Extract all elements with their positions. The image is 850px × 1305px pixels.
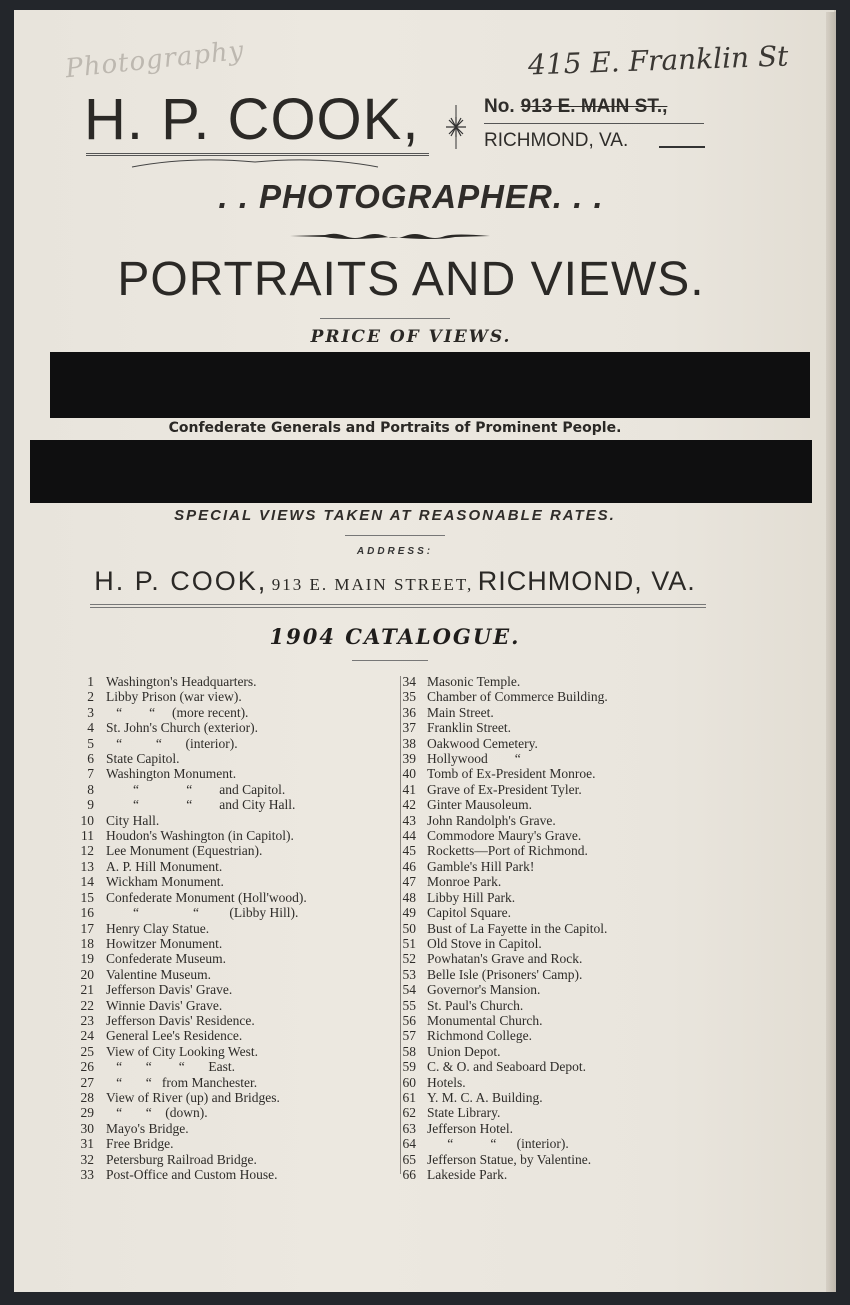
- footer-address-street: 913 E. MAIN STREET,: [271, 575, 474, 594]
- catalogue-item-title: General Lee's Residence.: [106, 1028, 243, 1044]
- catalogue-item-number: 13: [80, 858, 94, 874]
- catalogue-item-number: 25: [80, 1043, 94, 1059]
- catalogue-item-number: 12: [80, 843, 94, 859]
- catalogue-item-title: Valentine Museum.: [106, 966, 211, 982]
- catalogue-item-title: Commodore Maury's Grave.: [427, 828, 582, 844]
- catalogue-item-number: 53: [402, 966, 416, 982]
- catalogue-item-title: State Capitol.: [106, 751, 180, 767]
- catalogue-item: [402, 766, 702, 781]
- catalogue-item-number: 51: [402, 935, 416, 951]
- catalogue-item-title: St. Paul's Church.: [427, 997, 524, 1013]
- catalogue-item-title: Free Bridge.: [106, 1136, 174, 1152]
- catalogue-item-title: Henry Clay Statue.: [106, 920, 210, 936]
- brand-name: H. P. COOK,: [84, 87, 420, 152]
- catalogue-item-number: 35: [402, 689, 416, 705]
- catalogue-item-number: 50: [402, 920, 416, 936]
- catalogue-item-number: 48: [402, 889, 416, 905]
- catalogue-item: [76, 813, 396, 828]
- catalogue-item: [76, 951, 396, 966]
- catalogue-item-number: 36: [402, 704, 416, 720]
- catalogue-left-column: [76, 674, 396, 1182]
- catalogue-item: [76, 782, 396, 797]
- catalogue-item-title: Hotels.: [427, 1074, 466, 1090]
- catalogue-item-title: Main Street.: [427, 704, 494, 720]
- catalogue-item: [402, 689, 702, 704]
- catalogue-item-title: Houdon's Washington (in Capitol).: [106, 828, 294, 844]
- catalogue-item: [76, 1152, 396, 1167]
- catalogue-item-title: Governor's Mansion.: [427, 982, 541, 998]
- catalogue-item: [76, 967, 396, 982]
- catalogue-item-number: 10: [80, 812, 94, 828]
- catalogue-item: [76, 843, 396, 858]
- catalogue-item-title: Jefferson Davis' Grave.: [106, 982, 233, 998]
- catalogue-item-number: 57: [402, 1028, 416, 1044]
- catalogue-item: [76, 1028, 396, 1043]
- catalogue-item-title: Grave of Ex-President Tyler.: [427, 781, 582, 797]
- catalogue-item: [402, 1136, 702, 1151]
- catalogue-item-number: 6: [87, 751, 94, 767]
- catalogue-item: [76, 874, 396, 889]
- catalogue-item: [76, 1121, 396, 1136]
- header-address-line1: [484, 96, 667, 118]
- catalogue-item-title: “ “ and City Hall.: [106, 797, 296, 813]
- price-top-rule: [320, 318, 450, 319]
- catalogue-item-number: 38: [402, 735, 416, 751]
- catalogue-item-number: 17: [80, 920, 94, 936]
- catalogue-item-number: 65: [402, 1151, 416, 1167]
- catalogue-item-title: “ “ (more recent).: [106, 704, 249, 720]
- catalogue-item: [402, 1028, 702, 1043]
- catalogue-item-title: Winnie Davis' Grave.: [106, 997, 223, 1013]
- catalogue-item: [402, 1013, 702, 1028]
- catalogue-item: [402, 936, 702, 951]
- catalogue-item: [402, 998, 702, 1013]
- catalogue-item: [402, 1075, 702, 1090]
- special-views-line: SPECIAL VIEWS TAKEN AT REASONABLE RATES.: [174, 507, 616, 524]
- catalogue-item-title: View of City Looking West.: [106, 1043, 258, 1059]
- catalogue-item-title: “ “ from Manchester.: [106, 1074, 258, 1090]
- redaction-bar-1: [50, 352, 810, 418]
- catalogue-item-number: 59: [402, 1059, 416, 1075]
- catalogue-item-number: 11: [81, 828, 94, 844]
- catalogue-item: [402, 1152, 702, 1167]
- catalogue-item-number: 26: [80, 1059, 94, 1075]
- catalogue-item-number: 15: [80, 889, 94, 905]
- catalogue-item: [76, 905, 396, 920]
- catalogue-item: [402, 813, 702, 828]
- catalogue-item-title: Jefferson Statue, by Valentine.: [427, 1151, 592, 1167]
- catalogue-item: [76, 1013, 396, 1028]
- catalogue-item-number: 40: [402, 766, 416, 782]
- catalogue-item-number: 60: [402, 1074, 416, 1090]
- catalogue-item-title: View of River (up) and Bridges.: [106, 1089, 280, 1105]
- catalogue-column-divider: [400, 676, 401, 1174]
- catalogue-item: [402, 967, 702, 982]
- address-rule: [484, 123, 704, 124]
- catalogue-item: [76, 1105, 396, 1120]
- catalogue-item-number: 21: [80, 982, 94, 998]
- brand-underline: [86, 153, 429, 156]
- catalogue-item-number: 9: [87, 797, 94, 813]
- footer-rule-2: [90, 607, 706, 608]
- catalogue-item-number: 66: [402, 1167, 416, 1182]
- catalogue-item-title: Richmond College.: [427, 1028, 532, 1044]
- catalogue-item-number: 30: [80, 1120, 94, 1136]
- page-edge: [826, 12, 836, 1292]
- catalogue-item-number: 58: [402, 1043, 416, 1059]
- catalogue-item-number: 33: [80, 1167, 94, 1182]
- catalogue-item-number: 45: [402, 843, 416, 859]
- catalogue-item-title: Lee Monument (Equestrian).: [106, 843, 263, 859]
- catalogue-item-title: Monumental Church.: [427, 1012, 543, 1028]
- catalogue-item: [76, 720, 396, 735]
- redaction-bar-2: [30, 440, 812, 503]
- catalogue-item: [402, 736, 702, 751]
- handwritten-note-left: Photography: [63, 35, 246, 85]
- catalogue-item: [76, 1167, 396, 1182]
- catalogue-item: [402, 843, 702, 858]
- catalogue-item: [402, 1044, 702, 1059]
- catalogue-item-title: Franklin Street.: [427, 720, 511, 736]
- catalogue-item-number: 43: [402, 812, 416, 828]
- catalogue-item: [402, 982, 702, 997]
- catalogue-item-number: 23: [80, 1012, 94, 1028]
- catalogue-item-number: 24: [80, 1028, 94, 1044]
- catalogue-item-number: 29: [80, 1105, 94, 1121]
- catalogue-item-title: A. P. Hill Monument.: [106, 858, 223, 874]
- catalogue-item-title: City Hall.: [106, 812, 160, 828]
- catalogue-item: [76, 1059, 396, 1074]
- catalogue-item-title: St. John's Church (exterior).: [106, 720, 259, 736]
- catalogue-item-number: 5: [87, 735, 94, 751]
- catalogue-item-title: Oakwood Cemetery.: [427, 735, 538, 751]
- catalogue-item-number: 62: [402, 1105, 416, 1121]
- special-rule: [345, 535, 445, 536]
- catalogue-item: [76, 828, 396, 843]
- catalogue-item: [76, 890, 396, 905]
- catalogue-item: [402, 797, 702, 812]
- catalogue-item-number: 1: [87, 674, 94, 689]
- catalogue-item-title: Confederate Monument (Holl'wood).: [106, 889, 307, 905]
- catalogue-item-number: 14: [80, 874, 94, 890]
- catalogue-item-title: Lakeside Park.: [427, 1167, 508, 1182]
- catalogue-item-number: 16: [80, 905, 94, 921]
- catalogue-item-title: C. & O. and Seaboard Depot.: [427, 1059, 586, 1075]
- address-dash: [659, 146, 705, 148]
- catalogue-item-title: Hollywood “: [427, 751, 521, 767]
- catalogue-item-number: 32: [80, 1151, 94, 1167]
- catalogue-item: [402, 720, 702, 735]
- catalogue-item-number: 56: [402, 1012, 416, 1028]
- catalogue-item-title: Old Stove in Capitol.: [427, 935, 542, 951]
- catalogue-item-number: 39: [402, 751, 416, 767]
- catalogue-item: [402, 951, 702, 966]
- catalogue-item-number: 31: [80, 1136, 94, 1152]
- address-struck-street: 913 E. MAIN ST.,: [520, 96, 668, 117]
- catalogue-item: [402, 1059, 702, 1074]
- confederate-line: Confederate Generals and Portraits of Prominent People.: [168, 420, 622, 436]
- catalogue-item-title: Rocketts—Port of Richmond.: [427, 843, 588, 859]
- footer-address: [0, 566, 790, 597]
- catalogue-item: [76, 936, 396, 951]
- catalogue-right-column: [402, 674, 702, 1182]
- catalogue-item-title: “ “ and Capitol.: [106, 781, 286, 797]
- catalogue-item: [76, 1044, 396, 1059]
- catalogue-item-title: Wickham Monument.: [106, 874, 224, 890]
- catalogue-item: [76, 1090, 396, 1105]
- catalogue-item-title: “ “ (interior).: [427, 1136, 569, 1152]
- catalogue-item: [402, 828, 702, 843]
- catalogue-item-number: 55: [402, 997, 416, 1013]
- catalogue-item-title: Post-Office and Custom House.: [106, 1167, 278, 1182]
- catalogue-item: [402, 705, 702, 720]
- catalogue-item: [76, 1136, 396, 1151]
- catalogue-item-number: 18: [80, 935, 94, 951]
- catalogue-item: [76, 859, 396, 874]
- catalogue-item: [76, 674, 396, 689]
- catalogue-item: [76, 766, 396, 781]
- catalogue-item-title: Bust of La Fayette in the Capitol.: [427, 920, 608, 936]
- catalogue-item-title: “ “ (interior).: [106, 735, 238, 751]
- catalogue-item: [402, 1090, 702, 1105]
- catalogue-item-number: 52: [402, 951, 416, 967]
- catalogue-item-number: 37: [402, 720, 416, 736]
- catalogue-item: [402, 874, 702, 889]
- catalogue-item: [76, 689, 396, 704]
- catalogue-item-number: 61: [402, 1089, 416, 1105]
- address-label: ADDRESS:: [356, 546, 434, 557]
- catalogue-item-number: 54: [402, 982, 416, 998]
- catalogue-item-number: 27: [80, 1074, 94, 1090]
- catalogue-item-title: John Randolph's Grave.: [427, 812, 556, 828]
- catalogue-item-title: “ “ (down).: [106, 1105, 208, 1121]
- catalogue-item-title: Y. M. C. A. Building.: [427, 1089, 543, 1105]
- catalogue-item-title: Powhatan's Grave and Rock.: [427, 951, 583, 967]
- catalogue-item: [76, 736, 396, 751]
- catalogue-item: [402, 905, 702, 920]
- catalogue-item: [76, 921, 396, 936]
- address-no-label: No.: [484, 96, 515, 117]
- catalogue-item-title: Chamber of Commerce Building.: [427, 689, 608, 705]
- catalogue-title-rule: [352, 660, 428, 661]
- catalogue-item-number: 44: [402, 828, 416, 844]
- catalogue-item-title: “ “ (Libby Hill).: [106, 905, 299, 921]
- catalogue-item-title: Confederate Museum.: [106, 951, 226, 967]
- catalogue-item-number: 42: [402, 797, 416, 813]
- catalogue-item-number: 47: [402, 874, 416, 890]
- catalogue-item-title: Monroe Park.: [427, 874, 502, 890]
- catalogue-item: [402, 1167, 702, 1182]
- catalogue-item-title: Libby Hill Park.: [427, 889, 516, 905]
- footer-rule-1: [90, 604, 706, 605]
- photographer-heading: . . PHOTOGRAPHER. . .: [218, 178, 604, 215]
- catalogue-item: [76, 982, 396, 997]
- catalogue-item-number: 64: [402, 1136, 416, 1152]
- catalogue-item-title: Petersburg Railroad Bridge.: [106, 1151, 257, 1167]
- price-heading: PRICE OF VIEWS.: [310, 327, 512, 347]
- address-city: RICHMOND, VA.: [484, 130, 629, 151]
- catalogue-item: [402, 782, 702, 797]
- catalogue-item: [402, 921, 702, 936]
- catalogue-item-title: Belle Isle (Prisoners' Camp).: [427, 966, 583, 982]
- star-ornament-icon: [443, 105, 469, 149]
- portraits-heading: PORTRAITS AND VIEWS.: [117, 253, 705, 306]
- catalogue-item-title: Jefferson Davis' Residence.: [106, 1012, 255, 1028]
- catalogue-item-title: Capitol Square.: [427, 905, 511, 921]
- catalogue-item: [402, 674, 702, 689]
- catalogue-item-number: 8: [87, 781, 94, 797]
- catalogue-item-title: Gamble's Hill Park!: [427, 858, 535, 874]
- catalogue-item-title: Washington's Headquarters.: [106, 674, 257, 689]
- catalogue-item-number: 7: [87, 766, 94, 782]
- catalogue-item-title: “ “ “ East.: [106, 1059, 235, 1075]
- catalogue-item: [402, 859, 702, 874]
- catalogue-item: [402, 751, 702, 766]
- handwritten-note-right: 415 E. Franklin St: [527, 39, 789, 82]
- catalogue-item-title: Union Depot.: [427, 1043, 501, 1059]
- catalogue-item: [76, 797, 396, 812]
- catalogue-item-title: Ginter Mausoleum.: [427, 797, 532, 813]
- catalogue-item: [76, 998, 396, 1013]
- catalogue-item-title: Jefferson Hotel.: [427, 1120, 513, 1136]
- catalogue-item-title: State Library.: [427, 1105, 501, 1121]
- catalogue-item-number: 49: [402, 905, 416, 921]
- brand-swash-ornament: [130, 158, 380, 170]
- catalogue-title: 1904 CATALOGUE.: [269, 624, 521, 649]
- catalogue-item-title: Mayo's Bridge.: [106, 1120, 189, 1136]
- catalogue-item-number: 41: [402, 781, 416, 797]
- divider-ornament: [290, 231, 490, 241]
- catalogue-item-number: 19: [80, 951, 94, 967]
- catalogue-item: [76, 1075, 396, 1090]
- catalogue-item-title: Masonic Temple.: [427, 674, 521, 689]
- catalogue-item-number: 4: [87, 720, 94, 736]
- catalogue-item-title: Washington Monument.: [106, 766, 237, 782]
- catalogue-item: [402, 1121, 702, 1136]
- catalogue-item-number: 22: [80, 997, 94, 1013]
- catalogue-item: [76, 705, 396, 720]
- catalogue-item-number: 63: [402, 1120, 416, 1136]
- catalogue-item-title: Libby Prison (war view).: [106, 689, 242, 705]
- catalogue-item: [76, 751, 396, 766]
- catalogue-item-number: 28: [80, 1089, 94, 1105]
- catalogue-item-number: 3: [87, 704, 94, 720]
- catalogue-item: [402, 890, 702, 905]
- catalogue-item-number: 46: [402, 858, 416, 874]
- catalogue-item-number: 34: [402, 674, 416, 689]
- catalogue-item-title: Howitzer Monument.: [106, 935, 223, 951]
- catalogue-item-title: Tomb of Ex-President Monroe.: [427, 766, 596, 782]
- catalogue-item-number: 20: [80, 966, 94, 982]
- catalogue-item-number: 2: [87, 689, 94, 705]
- footer-address-name: H. P. COOK,: [94, 566, 268, 596]
- footer-address-city: RICHMOND, VA.: [477, 566, 696, 596]
- catalogue-item: [402, 1105, 702, 1120]
